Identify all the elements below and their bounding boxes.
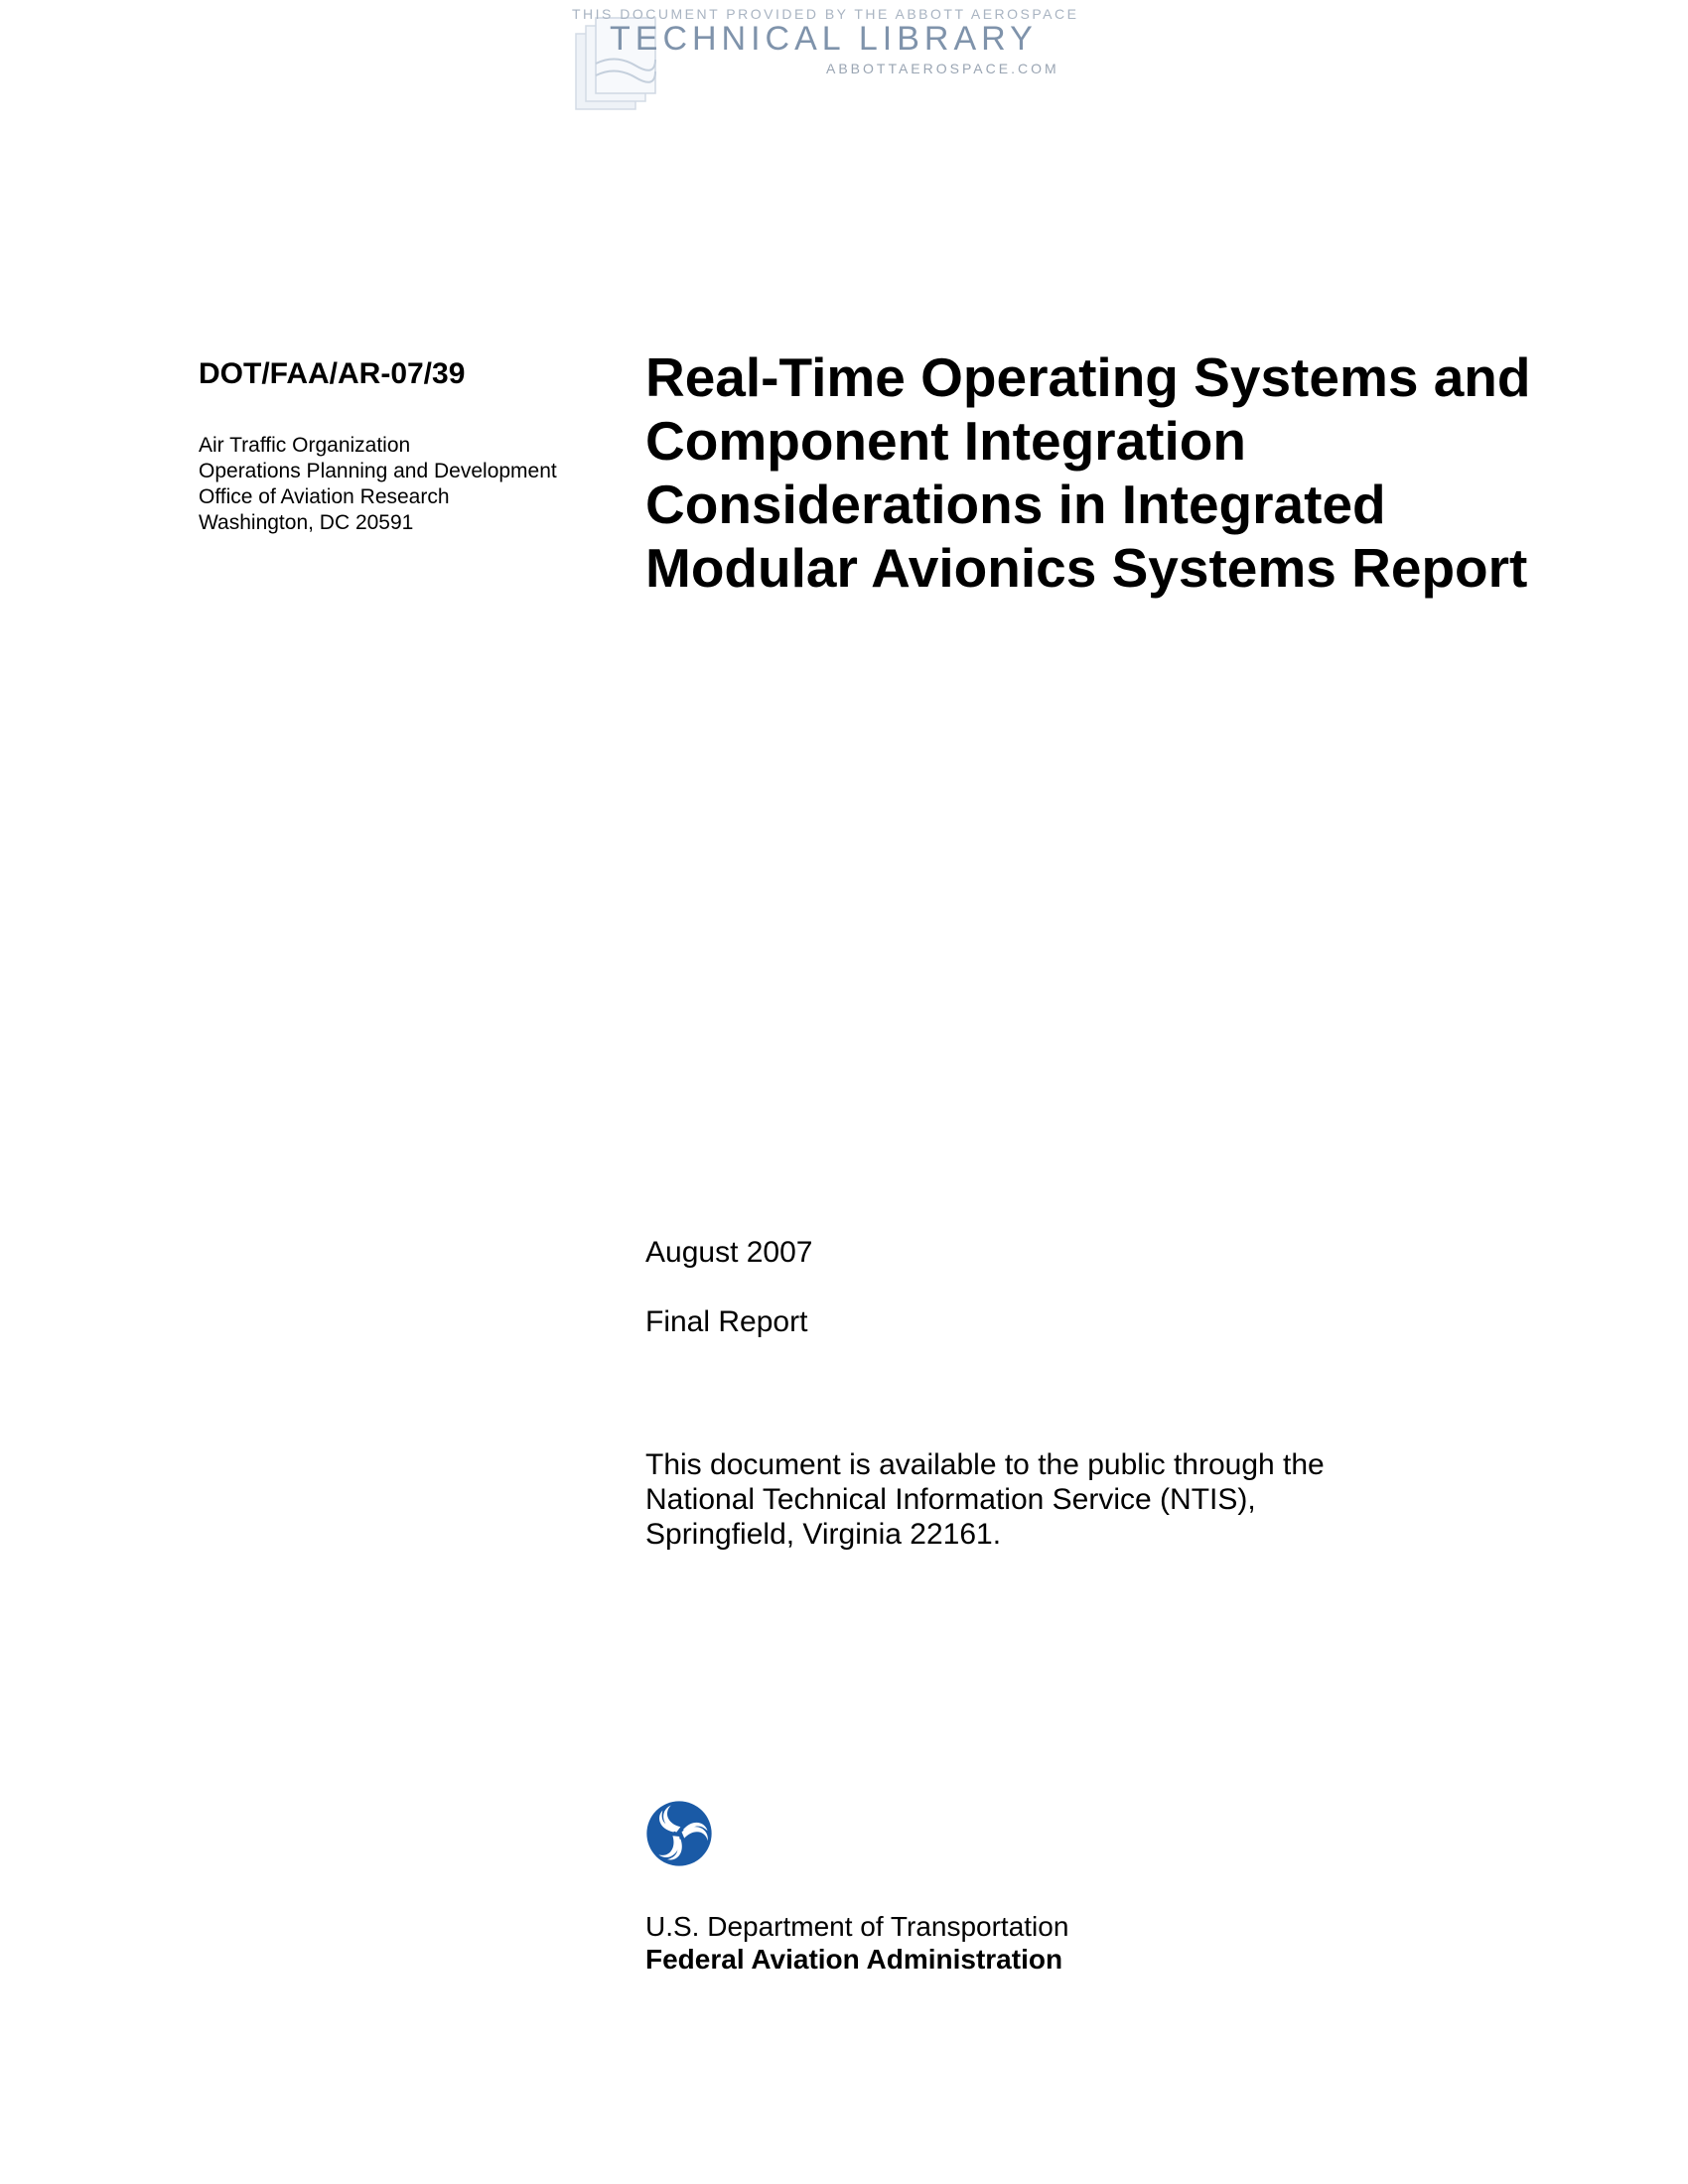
availability-line: Springfield, Virginia 22161. — [645, 1518, 1002, 1551]
organization-line: Operations Planning and Development — [199, 460, 557, 482]
banner-title: TECHNICAL LIBRARY — [610, 20, 1038, 58]
banner-url: ABBOTTAEROSPACE.COM — [826, 61, 1059, 76]
availability-line: This document is available to the public through the — [645, 1448, 1325, 1481]
organization-line: Office of Aviation Research — [199, 485, 450, 508]
technical-library-banner — [564, 4, 1080, 115]
agency-block — [645, 1910, 1068, 1976]
title-line: Real-Time Operating Systems and — [645, 346, 1531, 408]
report-type: Final Report — [645, 1305, 808, 1338]
organization-line: Washington, DC 20591 — [199, 511, 414, 534]
availability-line: National Technical Information Service (NTIS), — [645, 1483, 1256, 1516]
title-line: Component Integration — [645, 410, 1246, 472]
title-line: Modular Avionics Systems Report — [645, 537, 1528, 599]
availability-statement — [645, 1447, 1325, 1552]
organization-line: Air Traffic Organization — [199, 434, 411, 457]
report-date: August 2007 — [645, 1236, 813, 1269]
title-line: Considerations in Integrated — [645, 474, 1386, 535]
agency-administration: Federal Aviation Administration — [645, 1944, 1063, 1975]
banner-provided-by: THIS DOCUMENT PROVIDED BY THE ABBOTT AEROSPACE — [572, 6, 1079, 22]
report-number: DOT/FAA/AR-07/39 — [199, 357, 466, 390]
dot-triskelion-logo-icon — [645, 1800, 713, 1867]
agency-department: U.S. Department of Transportation — [645, 1911, 1069, 1942]
report-title — [645, 345, 1638, 600]
organization-address — [199, 433, 557, 536]
